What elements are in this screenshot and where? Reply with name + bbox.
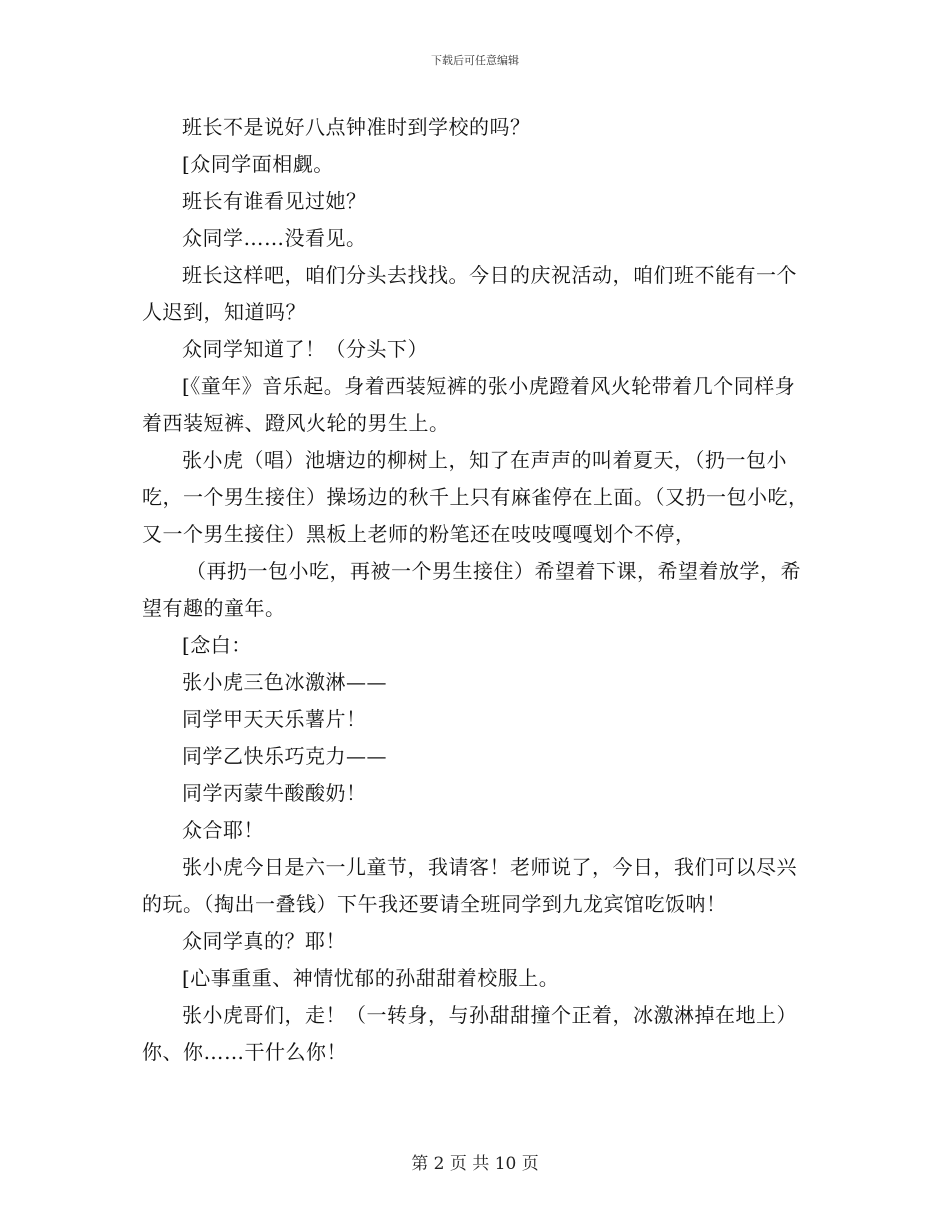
- paragraph-17: 众同学真的？耶！: [182, 929, 346, 953]
- paragraph-4: 众同学……没看见。: [182, 226, 367, 250]
- paragraph-8: 张小虎（唱）池塘边的柳树上，知了在声声的叫着夏天，（扔一包小吃，一个男生接住）操场边的秋千上只有麻雀停在上面。（又扔一包小吃，又一个男生接住）黑板上老师的粉笔还在吱吱嘎嘎划个不停，: [142, 448, 809, 546]
- document-body: [142, 109, 812, 1071]
- page-footer: 第 2 页 共 10 页: [411, 1154, 539, 1174]
- paragraph-9: （再扔一包小吃，再被一个男生接住）希望着下课，希望着放学，希望有趣的童年。: [142, 559, 801, 620]
- paragraph-1: 班长不是说好八点钟准时到学校的吗？: [182, 115, 531, 139]
- paragraph-19: 张小虎哥们，走！（一转身，与孙甜甜撞个正着，冰激淋掉在地上）你、你……干什么你！: [142, 1003, 797, 1064]
- paragraph-6: 众同学知道了！（分头下）: [182, 337, 428, 361]
- paragraph-13: 同学乙快乐巧克力——: [182, 744, 387, 768]
- paragraph-14: 同学丙蒙牛酸酸奶！: [182, 781, 367, 805]
- paragraph-12: 同学甲天天乐薯片！: [182, 707, 367, 731]
- paragraph-2: [众同学面相觑。: [182, 152, 334, 176]
- paragraph-18: [心事重重、神情忧郁的孙甜甜着校服上。: [182, 966, 560, 990]
- paragraph-16: 张小虎今日是六一儿童节，我请客！老师说了，今日，我们可以尽兴的玩。（掏出一叠钱）下午我还要请全班同学到九龙宾馆吃饭呐！: [142, 855, 797, 916]
- paragraph-3: 班长有谁看见过她？: [182, 189, 367, 213]
- paragraph-5: 班长这样吧，咱们分头去找找。今日的庆祝活动，咱们班不能有一个人迟到，知道吗？: [142, 263, 797, 324]
- paragraph-15: 众合耶！: [182, 818, 264, 842]
- paragraph-10: [念白：: [182, 633, 252, 657]
- paragraph-11: 张小虎三色冰激淋——: [182, 670, 387, 694]
- paragraph-7: [《童年》音乐起。身着西装短裤的张小虎蹬着风火轮带着几个同样身着西装短裤、蹬风火轮的男生上。: [142, 374, 796, 435]
- page-header: 下载后可任意编辑: [431, 54, 519, 67]
